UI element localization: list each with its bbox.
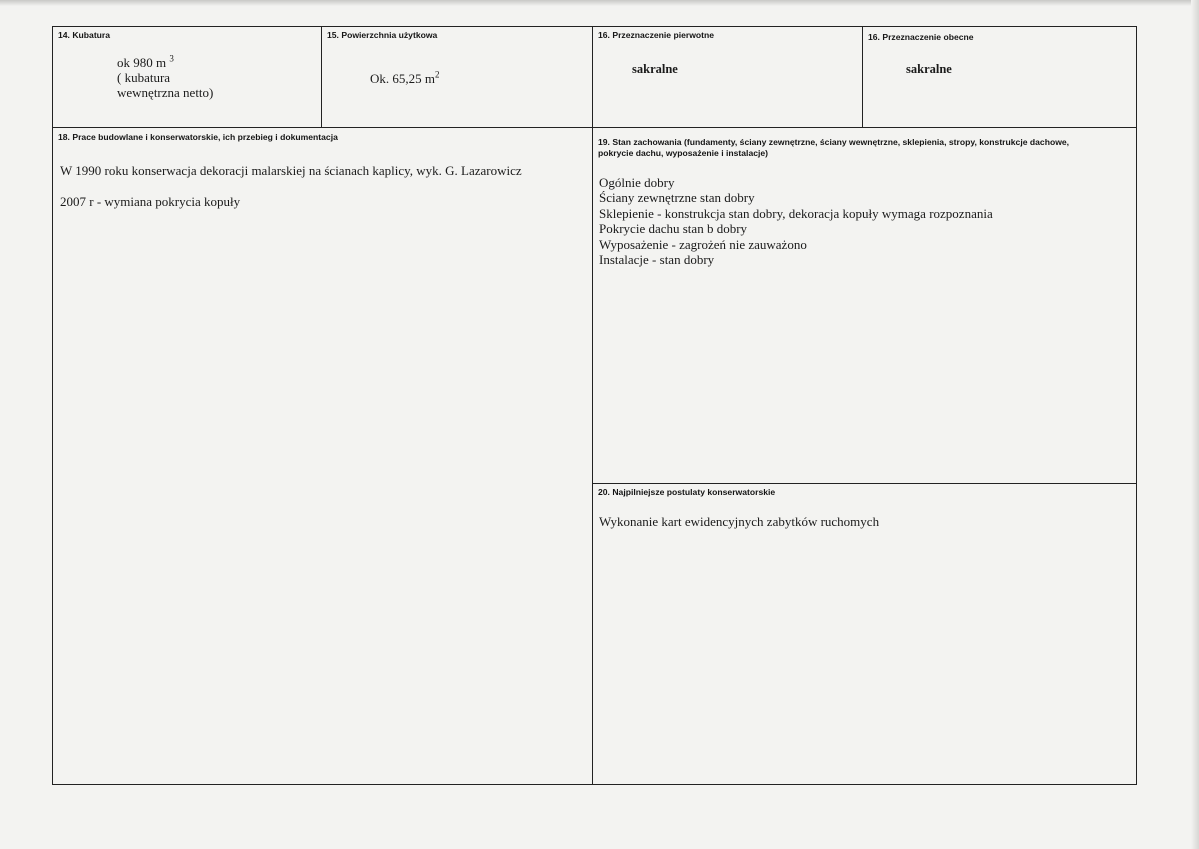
cell-przeznaczenie-obecne	[863, 27, 1136, 128]
prace-label: 18. Prace budowlane i konserwatorskie, ich przebieg i dokumentacja	[58, 132, 338, 142]
cell-stan-zachowania	[593, 128, 1136, 484]
cell-powierzchnia	[322, 27, 593, 128]
cell-prace	[53, 128, 593, 784]
przeznaczenie-obecne-value: sakralne	[906, 62, 952, 76]
kubatura-unit-exponent: 3	[169, 53, 174, 64]
przeznaczenie-obecne-label: 16. Przeznaczenie obecne	[868, 32, 974, 42]
przeznaczenie-pierwotne-value: sakralne	[632, 62, 678, 76]
przeznaczenie-pierwotne-label: 16. Przeznaczenie pierwotne	[598, 30, 715, 40]
stan-line-1: Ogólnie dobry	[599, 175, 675, 190]
prace-line-2: 2007 r - wymiana pokrycia kopuły	[60, 194, 241, 209]
stan-line-3: Sklepienie - konstrukcja stan dobry, dekoracja kopuły wymaga rozpoznania	[599, 206, 993, 221]
record-form	[52, 26, 1137, 785]
cell-kubatura	[53, 27, 322, 128]
powierzchnia-value-text: Ok. 65,25 m	[370, 71, 435, 86]
powierzchnia-value	[370, 71, 440, 86]
stan-line-5: Wyposażenie - zagrożeń nie zauważono	[599, 237, 807, 252]
postulaty-value: Wykonanie kart ewidencyjnych zabytków ruchomych	[599, 514, 880, 529]
powierzchnia-label: 15. Powierzchnia użytkowa	[327, 30, 438, 40]
page-edge-top	[0, 0, 1199, 6]
cell-przeznaczenie-pierwotne	[593, 27, 863, 128]
prace-line-1: W 1990 roku konserwacja dekoracji malarskiej na ścianach kaplicy, wyk. G. Lazarowicz	[60, 163, 522, 178]
postulaty-label: 20. Najpilniejsze postulaty konserwatorskie	[598, 487, 776, 497]
stan-line-6: Instalacje - stan dobry	[599, 252, 715, 267]
stan-zachowania-label: 19. Stan zachowania (fundamenty, ściany zewnętrzne, ściany wewnętrzne, sklepienia, stropy, konstrukcje dachowe, pokrycie dachu, wyposażenie i instalacje)	[598, 137, 1070, 158]
kubatura-value	[117, 55, 213, 100]
kubatura-value-line3: wewnętrzna netto)	[117, 85, 214, 100]
cell-postulaty	[593, 484, 1136, 784]
stan-line-4: Pokrycie dachu stan b dobry	[599, 221, 748, 236]
kubatura-label: 14. Kubatura	[58, 30, 111, 40]
powierzchnia-unit-exponent: 2	[435, 69, 440, 80]
page-edge-right	[1191, 0, 1199, 849]
kubatura-value-line2: ( kubatura	[117, 70, 171, 85]
kubatura-value-line1: ok 980 m	[117, 55, 167, 70]
stan-line-2: Ściany zewnętrzne stan dobry	[599, 190, 755, 205]
